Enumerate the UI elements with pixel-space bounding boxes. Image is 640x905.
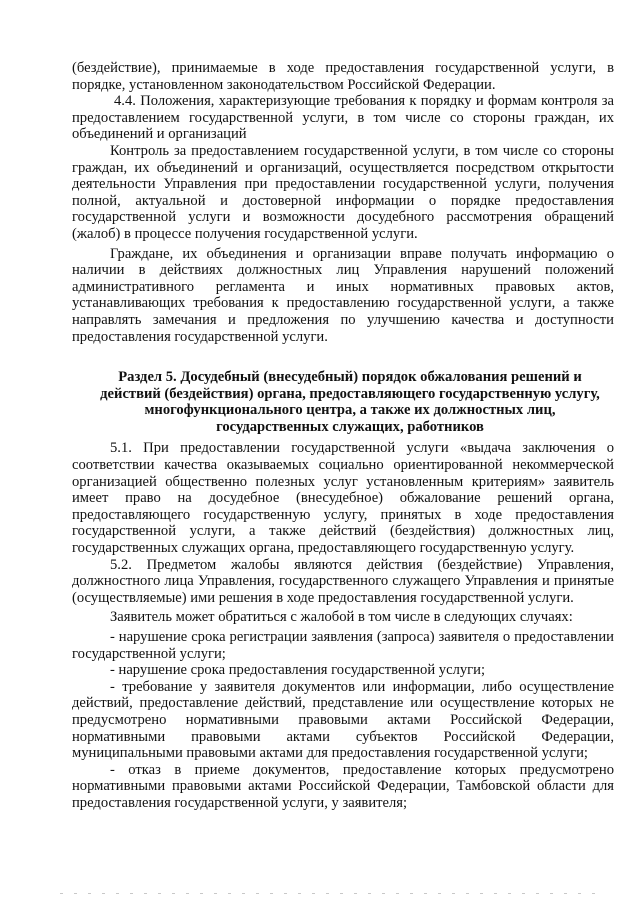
- list-item: - требование у заявителя документов или информации, либо осуществление действий, предоставление действий, представление или осуществление которых не предусмотрено нормативными правовыми актами Российской Федерации, нормативными правовыми актами субъектов Российской Федерации, муниципальными правовыми актами для предоставления государственной услуги;: [72, 678, 614, 762]
- clause-5-2: 5.2. Предметом жалобы являются действия (бездействие) Управления, должностного лица Управления, государственного служащего Управления и принятые (осуществляемые) ими решения в ходе предоставления государственной услуги.: [72, 556, 614, 606]
- paragraph-top: (бездействие), принимаемые в ходе предоставления государственной услуги, в порядке, установленном законодательством Российской Федерации.: [72, 60, 614, 93]
- list-item: - нарушение срока регистрации заявления (запроса) заявителя о предоставлении государственной услуги;: [72, 629, 614, 662]
- scan-artifact-line: [60, 893, 600, 894]
- clause-5-1: 5.1. При предоставлении государственной услуги «выдача заключения о соответствии качества оказываемых социально ориентированной некоммерческой организацией общественно полезных услуг установленным критериям» заявитель имеет право на досудебное (внесудебное) обжалование решений органа, предоставляющего государственную услугу, принятых в ходе предоставления государственной услуги, а также действий (бездействия) должностных лиц, государственных служащих органа, предоставляющего государственную услугу.: [72, 440, 614, 557]
- section-5-heading: Раздел 5. Досудебный (внесудебный) порядок обжалования решений и действий (бездействия) органа, предоставляющего государственную услугу, многофункционального центра, а также их должностных лиц, государственных служащих, работников: [100, 369, 600, 435]
- paragraph-control: Контроль за предоставлением государственной услуги, в том числе со стороны граждан, их объединений и организаций, осуществляется посредством открытости деятельности Управления при предоставлении государственной услуги, получения полной, актуальной и достоверной информации о порядке предоставления государственной услуги и возможности досудебного рассмотрения обращений (жалоб) в процессе получения государственной услуги.: [72, 142, 614, 242]
- paragraph-citizens: Граждане, их объединения и организации вправе получать информацию о наличии в действиях должностных лиц Управления нарушений положений административного регламента и иных нормативных правовых актов, устанавливающих требования к предоставлению государственной услуги, а также направлять замечания и предложения по улучшению качества и доступности предоставления государственной услуги.: [72, 245, 614, 345]
- cases-intro: Заявитель может обратиться с жалобой в том числе в следующих случаях:: [110, 609, 573, 626]
- list-item: - отказ в приеме документов, предоставление которых предусмотрено нормативными правовыми актами Российской Федерации, Тамбовской области для предоставления государственной услуги, у заявителя;: [72, 761, 614, 811]
- subsection-4-4-heading: 4.4. Положения, характеризующие требования к порядку и формам контроля за предоставлением государственной услуги, в том числе со стороны граждан, их объединений и организаций: [72, 93, 614, 143]
- list-item: - нарушение срока предоставления государственной услуги;: [110, 662, 486, 679]
